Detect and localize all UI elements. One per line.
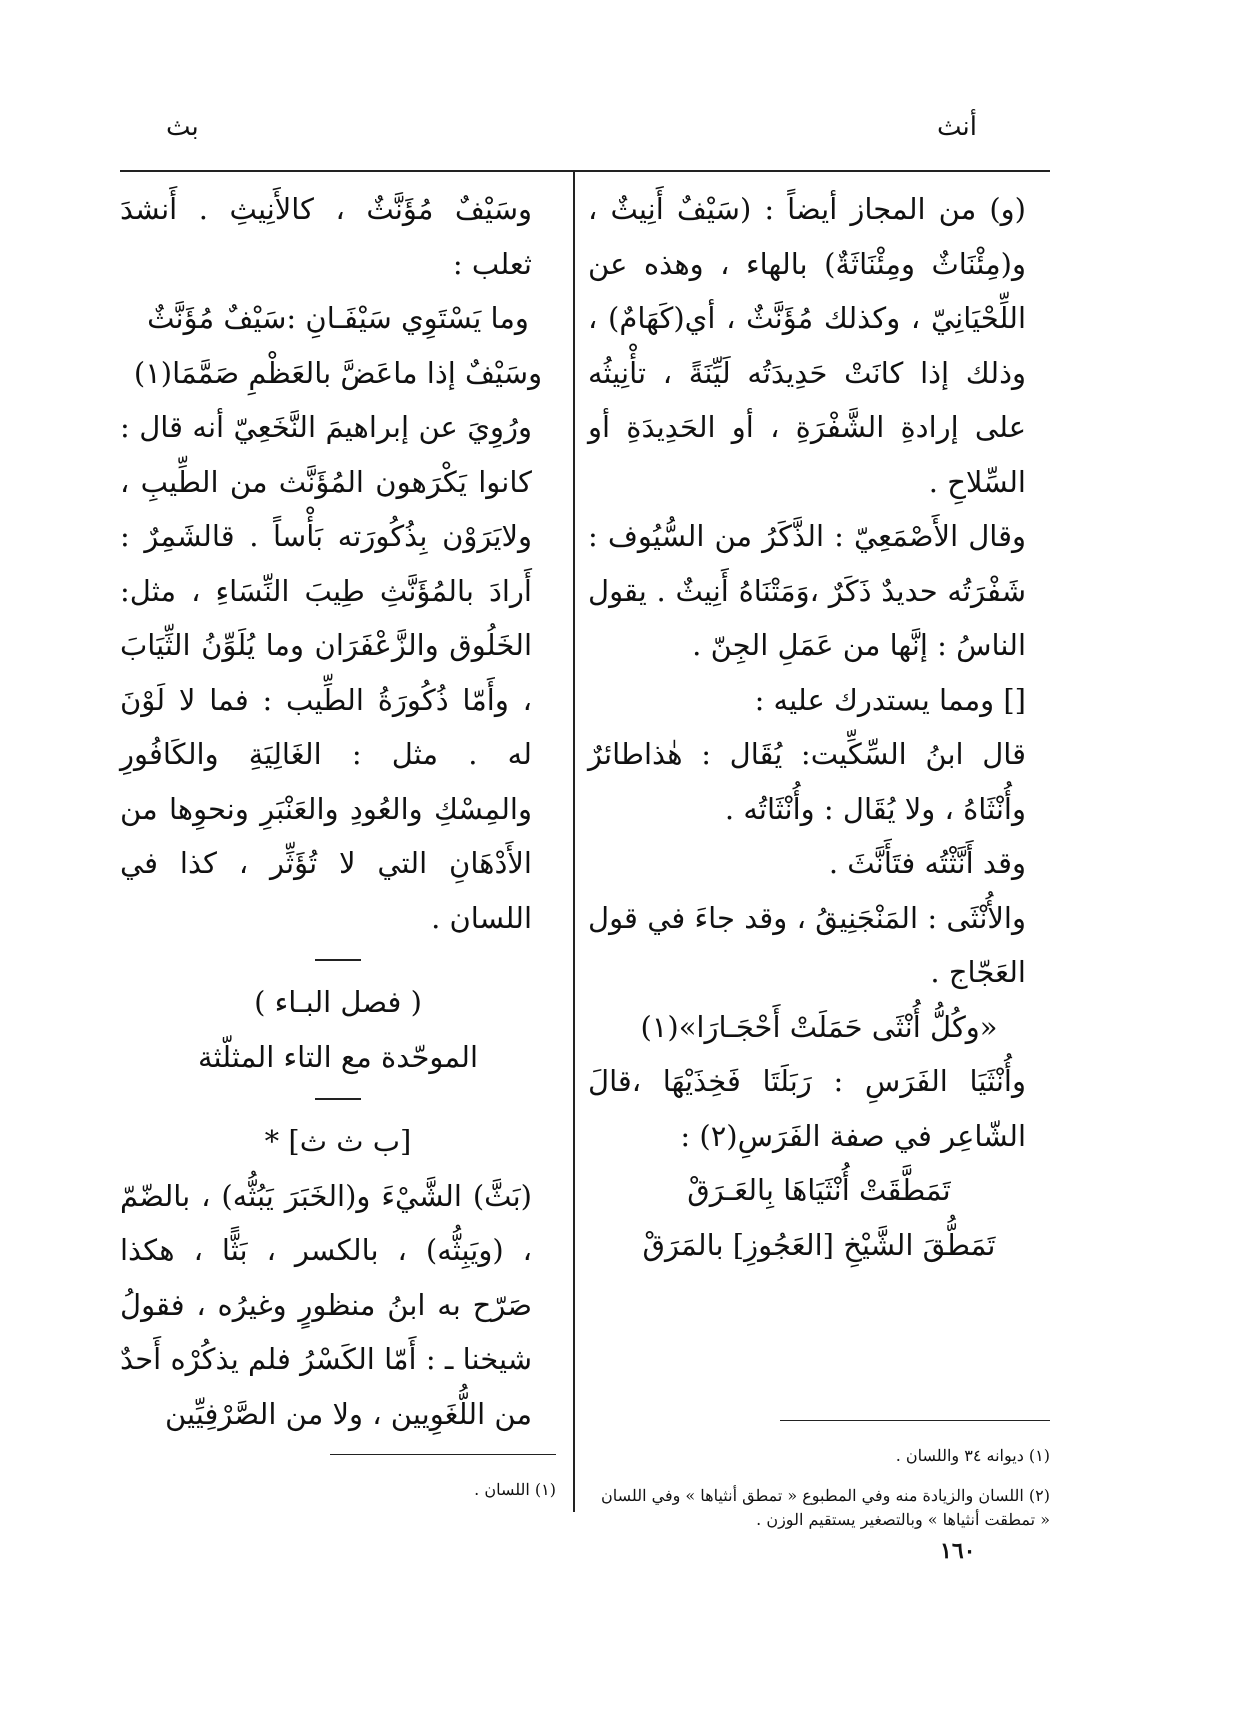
- footnote: (١) اللسان .: [474, 1480, 556, 1499]
- section-title: ( فصل البـاء ): [254, 985, 422, 1019]
- paragraph: وسَيْفٌ مُؤَنَّثٌ ، كالأَنِيثِ . أَنشدَ ثعلب :: [120, 192, 532, 281]
- column-divider: [573, 172, 575, 1512]
- verse-line: وسَيْفٌ إذا ماعَضَّ بالعَظْمِ صَمَّمَا(١): [133, 355, 543, 390]
- footnotes-left: [120, 1462, 556, 1518]
- left-column: [120, 182, 556, 1441]
- paragraph: [] ومما يستدرك عليه :: [754, 682, 1026, 717]
- section-separator: [315, 1098, 361, 1100]
- footnotes-right: [588, 1428, 1050, 1548]
- verse-line: وما يَسْتَوِي سَيْفَـانِ :سَيْفٌ مُؤَنَّثٌ: [147, 301, 529, 335]
- paragraph: (و) من المجاز أيضاً : (سَيْفٌ أَنِيثٌ ، و(مِئْنَاثٌ ومِئْنَاثَةٌ) بالهاء ، وهذه عن اللِّحْيَانِيّ ، وكذلك مُؤَنَّثٌ ، أي(كَهَامٌ) ، وذلك إذا كانَتْ حَدِيدَتُه لَيِّنَةً ، تأْنِيثُه على إرادةِ الشَّفْرَةِ ، أو الحَدِيدَةِ أو السِّلاحِ .: [588, 192, 1026, 499]
- verse-line: «وكُلُّ أُنْثَى حَمَلَتْ أَحْجَـارَا»(١): [640, 1009, 998, 1044]
- paragraph: قال ابنُ السِّكِّيت: يُقَال : هٰذاطائرٌ وأُنْثَاهُ ، ولا يُقَال : وأُنْثَاتُه .: [588, 737, 1026, 826]
- page-number: ١٦٠: [940, 1538, 976, 1564]
- entry-heading: [ب ث ث] *: [264, 1124, 412, 1158]
- paragraph: والأُنْثَى : المَنْجَنِيقُ ، وقد جاءَ في قول العَجّاج .: [588, 900, 1026, 989]
- paragraph: وقد أَنَّثْتُه فتَأَنَّثَ .: [828, 846, 1026, 880]
- paragraph: ورُوِيَ عن إبراهيمَ النَّخَعِيّ أنه قال : كانوا يَكْرَهون المُؤَنَّث من الطِّيبِ ، ولايَرَوْن بِذُكُورَته بَأْساً . قالشَمِرٌ : أَرادَ بالمُؤَنَّثِ طِيبَ النِّسَاءِ ، مثل: الخَلُوق والزَّعْفَرَان وما يُلَوِّنُ الثِّيَابَ ، وأَمّا ذُكُورَةُ الطِّيب : فما لا لَوْنَ له . مثل : الغَالِيَةِ والكَافُورِ والمِسْكِ والعُودِ والعَنْبَرِ ونحوِها من الأَدْهَانِ التي لا تُؤَثِّر ، كذا في اللسان .: [120, 410, 532, 935]
- verse-line: تَمَطَّقَتْ أُنْثَيَاهَا بِالعَـرَقْ: [687, 1173, 951, 1207]
- running-header-left: بث: [166, 112, 199, 142]
- paragraph: وأُنْثَيَا الفَرَسِ : رَبَلَتَا فَخِذَيْهَا ،قالَ الشّاعِر في صفة الفَرَسِ(٢) :: [588, 1064, 1026, 1153]
- section-separator: [315, 959, 361, 961]
- paragraph: وقال الأَصْمَعِيّ : الذَّكَرُ من السُّيُوف : شَفْرَتُه حديدٌ ذَكَرٌ ،وَمَتْنَاهُ أَنِيثٌ . يقول الناسُ : إنَّها من عَمَلِ الجِنّ .: [588, 519, 1026, 662]
- verse-line: تَمَطُّقَ الشَّيْخِ [العَجُوزِ] بالمَرَقْ: [642, 1227, 996, 1262]
- footnote: (٢) اللسان والزيادة منه وفي المطبوع « تمطق أنثياها » وفي اللسان « تمطقت أنثياها » وبالتصغير يستقيم الوزن .: [601, 1486, 1050, 1529]
- running-header-right: أنث: [937, 112, 977, 142]
- footnote-rule-left: [330, 1454, 556, 1455]
- header-rule: [120, 170, 1050, 172]
- right-column: [588, 182, 1050, 1272]
- section-subtitle: الموحّدة مع التاء المثلّثة: [197, 1039, 479, 1074]
- footnote-rule-right: [780, 1420, 1050, 1421]
- paragraph: (بَثَّ) الشَّيْءَ و(الخَبَرَ يَبُثُّه) ، بالضّمّ ، (ويَبِثُّه) ، بالكسر ، بَثًّا ، هكذا صَرّح به ابنُ منظورٍ وغيرُه ، فقولُ شيخنا ـ : أَمّا الكَسْرُ فلم يذكُرْه أَحدٌ من اللُّغَوِيين ، ولا من الصَّرْفِيِّين: [120, 1178, 532, 1431]
- footnote: (١) ديوانه ٣٤ واللسان .: [895, 1446, 1050, 1465]
